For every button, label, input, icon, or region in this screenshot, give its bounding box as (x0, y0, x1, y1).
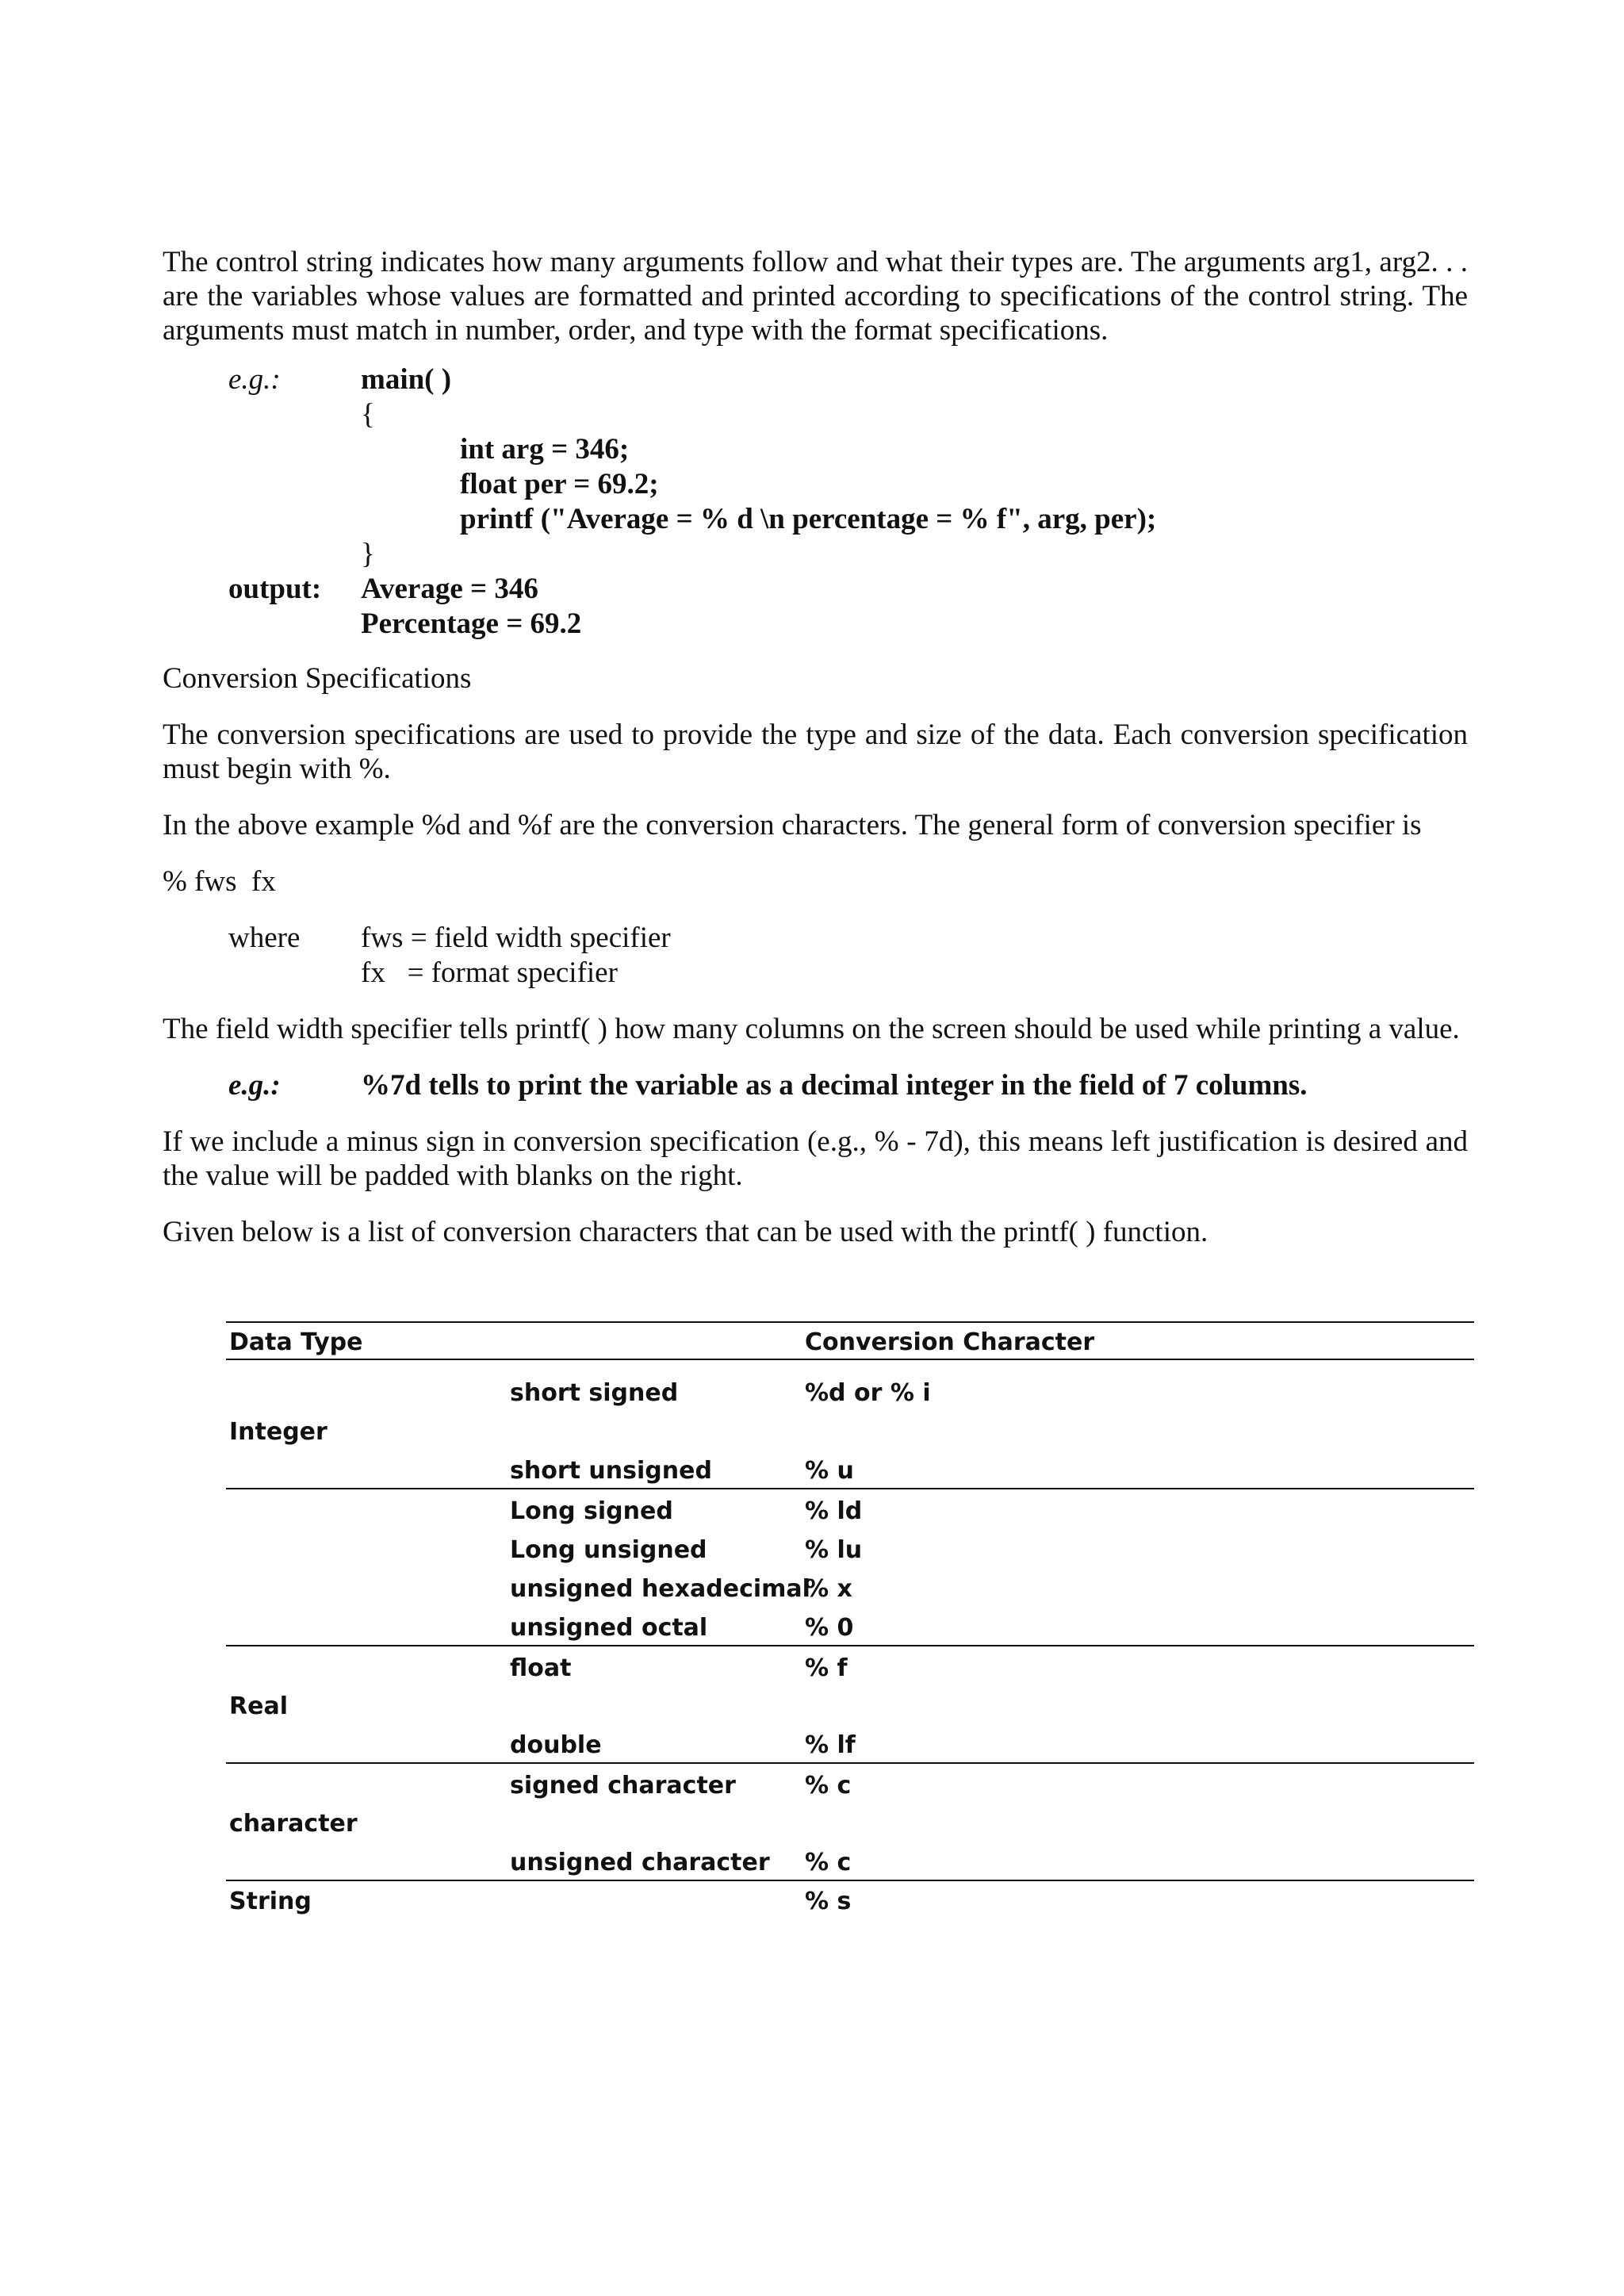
minus-sign-paragraph: If we include a minus sign in conversion specification (e.g., % - 7d), this means left justification is desired and the value will be padded with blanks on the right. (163, 1125, 1468, 1192)
code-open-brace: { (361, 398, 375, 431)
table-row-subtype: unsigned character (510, 1849, 770, 1876)
table-row-subtype: Long signed (510, 1497, 673, 1525)
table-row-conversion: % f (805, 1654, 848, 1682)
table-row-type: Real (229, 1692, 288, 1720)
table-top-rule (226, 1321, 1474, 1323)
table-row-conversion: % x (805, 1575, 852, 1603)
where-block (228, 921, 1468, 991)
table-row-conversion: % 0 (805, 1614, 854, 1642)
field-width-example (228, 1068, 1468, 1103)
where-line-2: fx = format specifier (361, 956, 618, 989)
table-row-type: Integer (229, 1418, 327, 1446)
intro-paragraph: The control string indicates how many arguments follow and what their types are. The arguments arg1, arg2. . . are the variables whose values are formatted and printed according to specifications of the control string. The arguments must match in number, order, and type with the format specifications. (163, 246, 1468, 347)
header-data-type: Data Type (229, 1328, 363, 1356)
code-line-printf: printf ("Average = % d \n percentage = % f", arg, per); (460, 503, 1157, 535)
general-form: % fws fx (163, 865, 276, 898)
where-line-1: fws = field width specifier (361, 922, 671, 954)
table-row-type: String (229, 1888, 312, 1915)
output-label: output: (228, 573, 322, 605)
header-conversion-character: Conversion Character (805, 1328, 1095, 1356)
table-row-conversion: % s (805, 1888, 852, 1915)
table-row-type: character (229, 1810, 358, 1838)
table-group-rule (226, 1645, 1474, 1646)
output-line-2: Percentage = 69.2 (361, 608, 582, 640)
example-label: e.g.: (228, 363, 281, 396)
table-row-subtype: unsigned hexadecimal (510, 1575, 810, 1603)
field-width-paragraph: The field width specifier tells printf( ) how many columns on the screen should be used while printing a value. (163, 1013, 1460, 1045)
table-group-rule (226, 1762, 1474, 1764)
table-group-rule (226, 1880, 1474, 1881)
conversion-paragraph: The conversion specifications are used to provide the type and size of the data. Each conversion specification must begin with %. (163, 719, 1468, 785)
section-heading: Conversion Specifications (163, 662, 472, 695)
table-row-conversion: % lf (805, 1731, 856, 1759)
document-page (163, 245, 1468, 1249)
table-row-subtype: float (510, 1654, 572, 1682)
table-row-subtype: short signed (510, 1379, 679, 1407)
table-row-subtype: signed character (510, 1772, 736, 1800)
table-row-conversion: % lu (805, 1536, 863, 1564)
code-line-float: float per = 69.2; (460, 468, 659, 500)
table-row-subtype: short unsigned (510, 1457, 712, 1485)
list-intro-paragraph: Given below is a list of conversion characters that can be used with the printf( ) function. (163, 1216, 1208, 1248)
code-example (228, 362, 1468, 642)
table-header-rule (226, 1359, 1474, 1360)
code-close-brace: } (361, 538, 375, 570)
table-group-rule (226, 1488, 1474, 1489)
table-row-conversion: % u (805, 1457, 854, 1485)
output-line-1: Average = 346 (361, 573, 538, 605)
table-row-subtype: Long unsigned (510, 1536, 707, 1564)
example2-label: e.g.: (228, 1069, 281, 1102)
where-label: where (228, 922, 301, 954)
table-row-subtype: double (510, 1731, 602, 1759)
table-row-conversion: % c (805, 1849, 852, 1876)
table-row-conversion: % ld (805, 1497, 863, 1525)
table-row-conversion: % c (805, 1772, 852, 1800)
example2-text: %7d tells to print the variable as a decimal integer in the field of 7 columns. (361, 1069, 1308, 1102)
table-row-conversion: %d or % i (805, 1379, 931, 1407)
example-chars-paragraph: In the above example %d and %f are the conversion characters. The general form of conversion specifier is (163, 809, 1422, 841)
code-line-int: int arg = 346; (460, 433, 630, 466)
code-line-main: main( ) (361, 363, 452, 396)
table-row-subtype: unsigned octal (510, 1614, 708, 1642)
